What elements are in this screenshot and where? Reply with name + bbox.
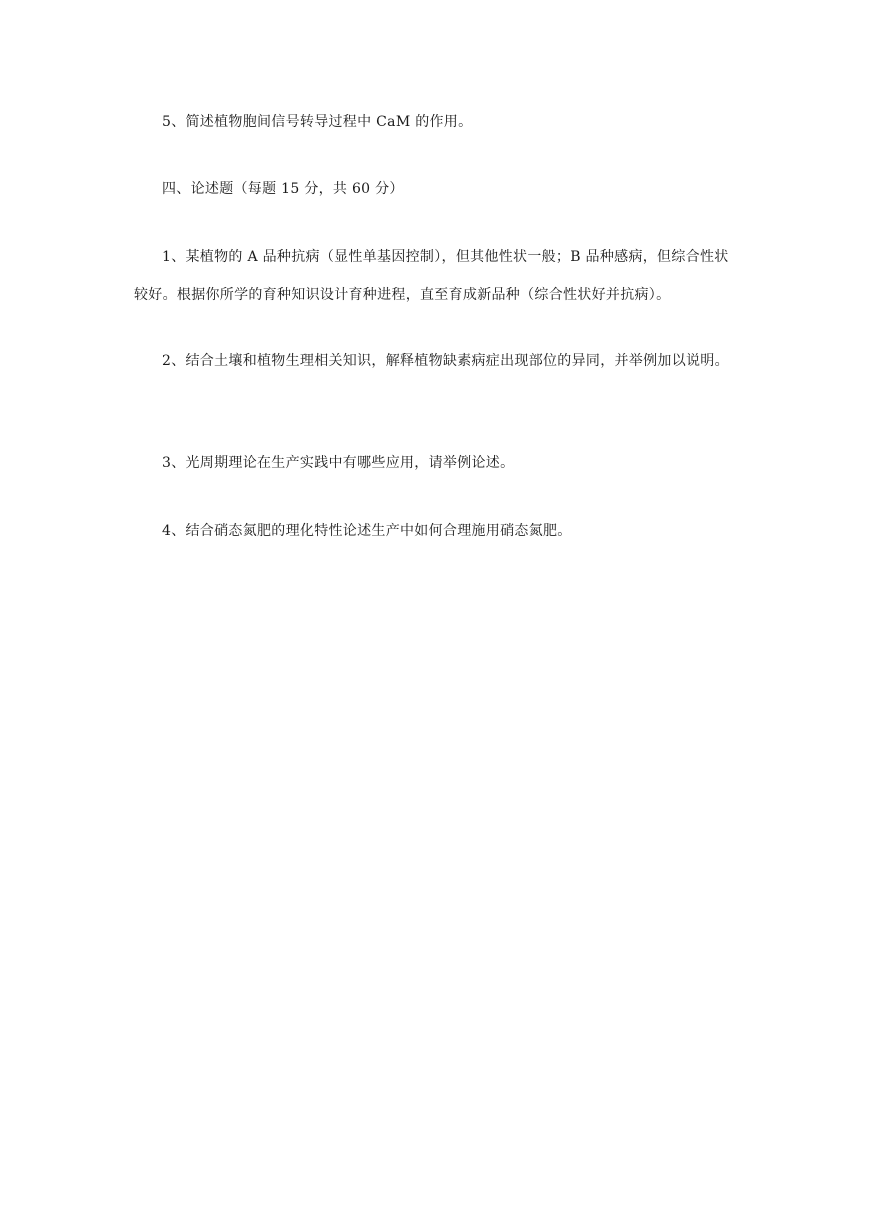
- essay-question-1-text: 1、某植物的 A 品种抗病（显性单基因控制），但其他性状一般；B 品种感病，但综合性状较好。根据你所学的育种知识设计育种进程，直至育成新品种（综合性状好并抗病）。: [134, 249, 729, 303]
- question-5-text: 5、简述植物胞间信号转导过程中 CaM 的作用。: [162, 114, 473, 130]
- essay-question-2-text: 2、结合土壤和植物生理相关知识，解释植物缺素病症出现部位的异同，并举例加以说明。: [162, 353, 729, 369]
- section-4-heading: 四、论述题（每题 15 分，共 60 分）: [162, 181, 404, 197]
- essay-question-4-text: 4、结合硝态氮肥的理化特性论述生产中如何合理施用硝态氮肥。: [162, 523, 572, 539]
- essay-question-3-text: 3、光周期理论在生产实践中有哪些应用，请举例论述。: [162, 455, 515, 471]
